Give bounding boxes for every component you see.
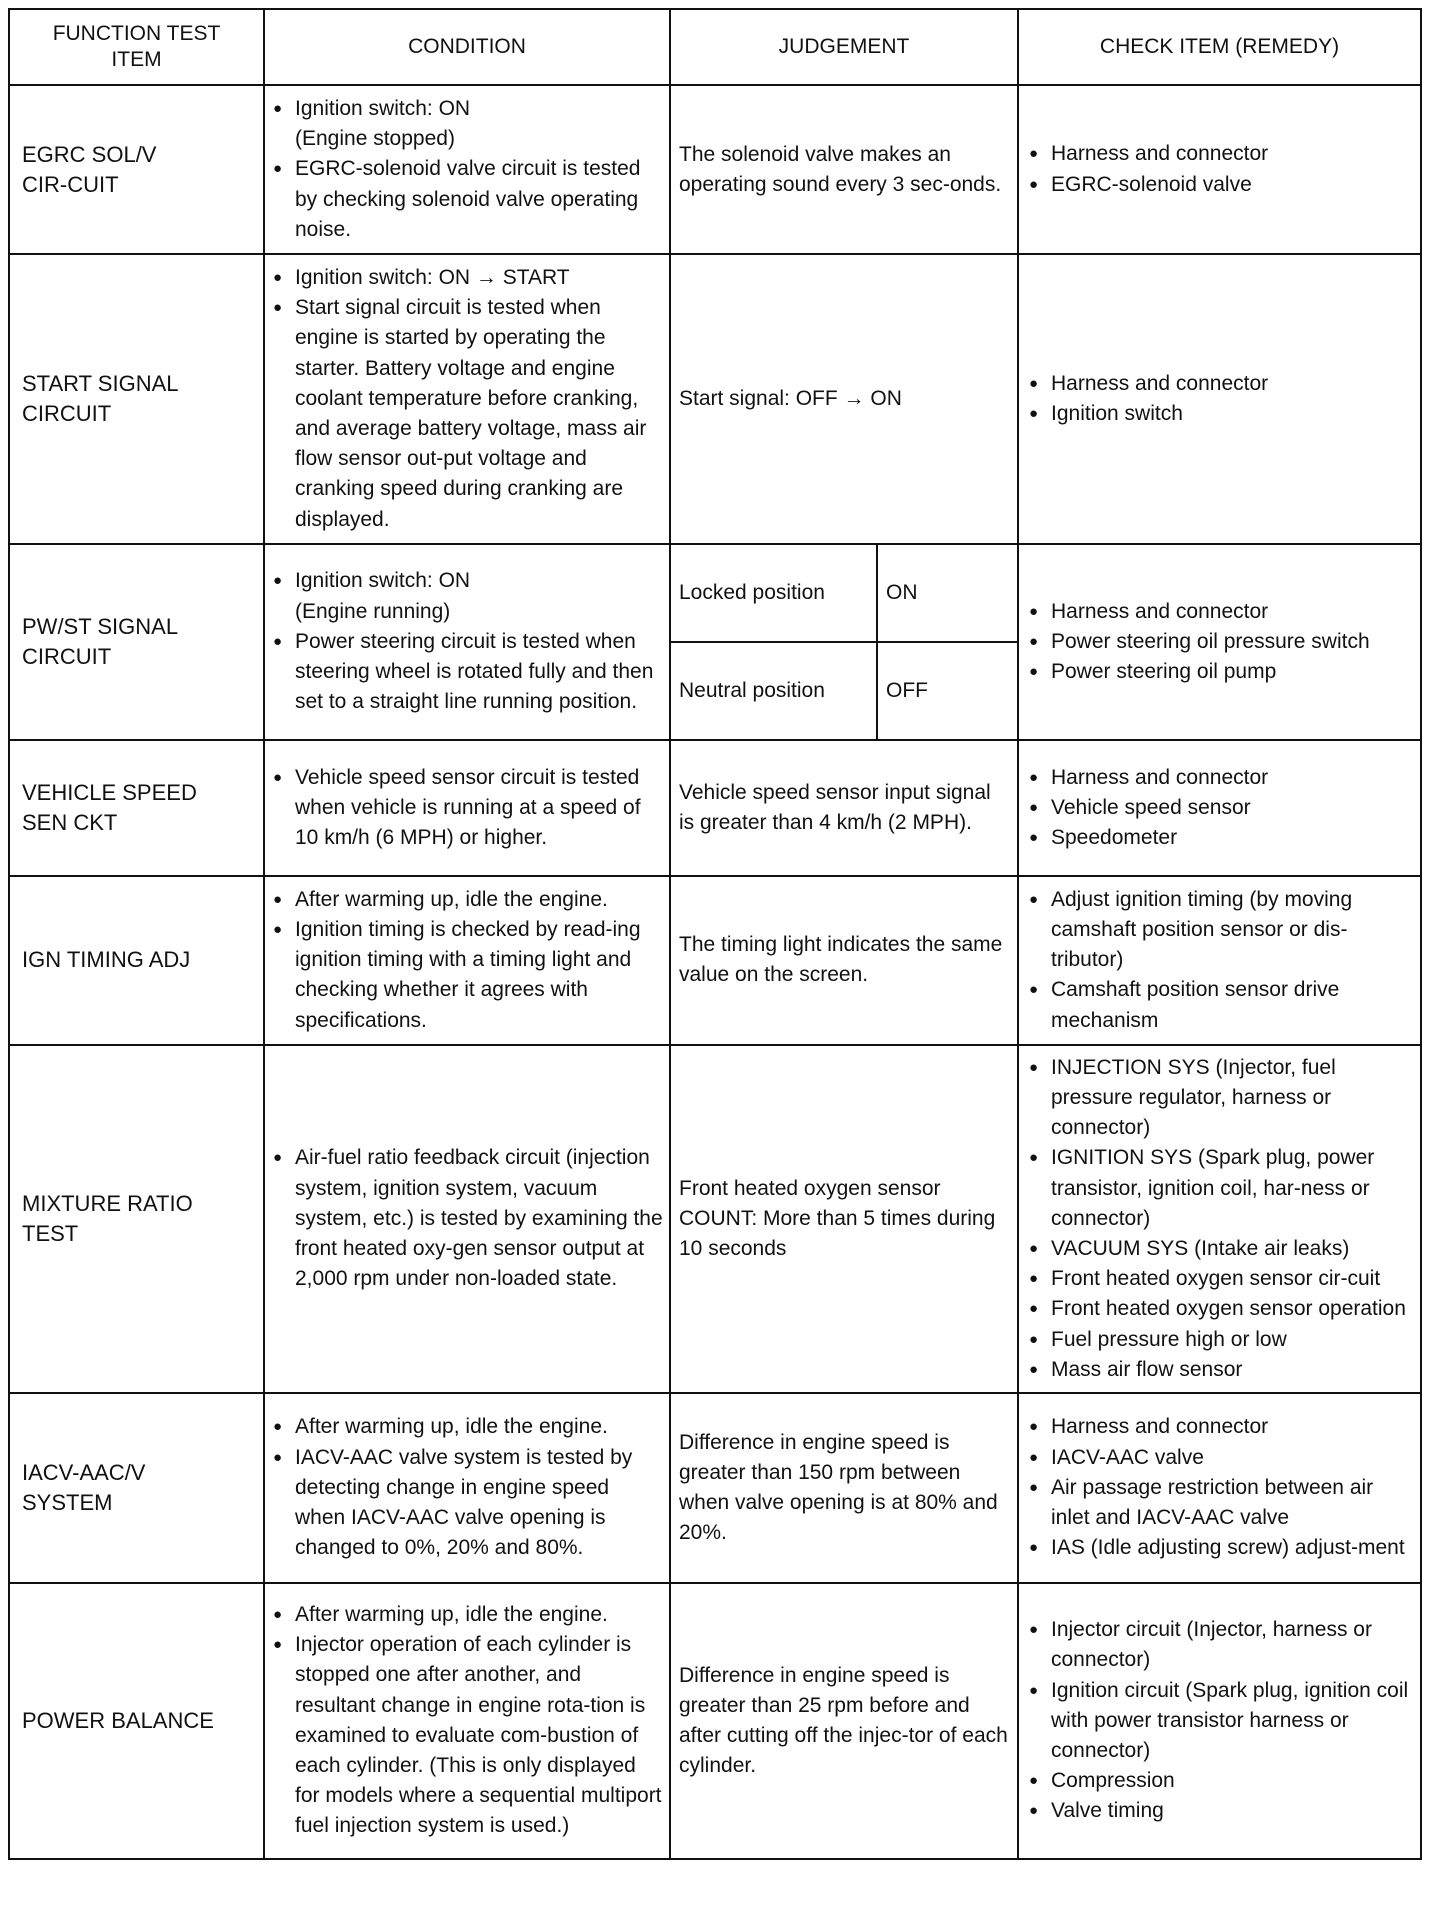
header-row [9, 9, 1421, 85]
judgement-cell: The solenoid valve makes an operating sound every 3 sec-onds. [670, 85, 1018, 254]
judgement-value: OFF [877, 642, 1017, 739]
header-check-item: CHECK ITEM (REMEDY) [1018, 9, 1421, 85]
condition-line: ● Power steering circuit is tested when steering wheel is rotated fully and then set to a straight line running position. [271, 627, 663, 718]
check-line: ● Power steering oil pressure switch [1027, 627, 1412, 657]
item-label: IGN TIMING ADJ [22, 947, 191, 973]
table-row [9, 740, 1421, 876]
check-line: ● Mass air flow sensor [1027, 1355, 1412, 1385]
item-cell [9, 1583, 264, 1859]
check-cell [1018, 1045, 1421, 1393]
check-cell [1018, 740, 1421, 876]
check-cell [1018, 1583, 1421, 1859]
condition-line: ● Ignition switch: ON [271, 566, 663, 596]
condition-cell [264, 85, 670, 254]
judgement-position: Locked position [671, 545, 877, 642]
judgement-cell: Difference in engine speed is greater than 25 rpm before and after cutting off the injec-tor of each cylinder. [670, 1583, 1018, 1859]
item-label: IACV-AAC/V SYSTEM [22, 1459, 146, 1515]
check-line: ● Air passage restriction between air inlet and IACV-AAC valve [1027, 1473, 1412, 1533]
condition-line: ● Start signal circuit is tested when engine is started by operating the starter. Battery voltage and engine coolant temperature before cranking, and average battery voltage, mass air flow sensor out-put voltage and cranking speed during cranking are displayed. [271, 293, 663, 535]
check-line: ● Adjust ignition timing (by moving camshaft position sensor or dis-tributor) [1027, 885, 1412, 976]
table-row [9, 544, 1421, 740]
check-cell [1018, 544, 1421, 740]
condition-cell [264, 1583, 670, 1859]
check-line: ● IAS (Idle adjusting screw) adjust-ment [1027, 1533, 1412, 1563]
condition-subline: (Engine stopped) [295, 127, 455, 151]
check-line: ● Valve timing [1027, 1796, 1412, 1826]
header-condition: CONDITION [264, 9, 670, 85]
check-line: ● Injector circuit (Injector, harness or connector) [1027, 1615, 1412, 1675]
judgement-cell: The timing light indicates the same value on the screen. [670, 876, 1018, 1045]
check-cell [1018, 85, 1421, 254]
condition-line: ● Air-fuel ratio feedback circuit (injection system, ignition system, vacuum system, etc.) is tested by examining the front heated oxy-gen sensor output at 2,000 rpm under non-loaded state. [271, 1143, 663, 1294]
item-label: POWER BALANCE [22, 1707, 214, 1733]
check-line: ● Vehicle speed sensor [1027, 793, 1412, 823]
item-cell [9, 876, 264, 1045]
condition-line: ● Ignition timing is checked by read-ing ignition timing with a timing light and checking whether it agrees with specifications. [271, 915, 663, 1036]
condition-subline: (Engine running) [295, 599, 451, 623]
judgement-value: ON [877, 545, 1017, 642]
check-line: ● Power steering oil pump [1027, 657, 1412, 687]
header-function-test-item: FUNCTION TEST ITEM [9, 9, 264, 85]
check-line: ● Harness and connector [1027, 139, 1412, 169]
item-label: MIXTURE RATIO TEST [22, 1190, 193, 1246]
item-cell [9, 85, 264, 254]
condition-cell [264, 1045, 670, 1393]
item-cell [9, 254, 264, 544]
condition-line: ● EGRC-solenoid valve circuit is tested by checking solenoid valve operating noise. [271, 154, 663, 245]
condition-line: ● Ignition switch: ON [271, 94, 663, 124]
check-line: ● Ignition circuit (Spark plug, ignition coil with power transistor harness or connector) [1027, 1676, 1412, 1767]
check-line: ● Harness and connector [1027, 597, 1412, 627]
judgement-position: Neutral position [679, 678, 825, 702]
judgement-split-row [671, 642, 1017, 739]
check-line: ● VACUUM SYS (Intake air leaks) [1027, 1234, 1412, 1264]
judgement-split-table [671, 545, 1017, 739]
check-line: ● Harness and connector [1027, 1412, 1412, 1442]
condition-line: ● After warming up, idle the engine. [271, 1600, 663, 1630]
condition-line: ● Injector operation of each cylinder is stopped one after another, and resultant change in engine rota-tion is examined to evaluate com-bustion of each cylinder. (This is only displayed for models where a sequential multiport fuel injection system is used.) [271, 1630, 663, 1841]
condition-cell [264, 544, 670, 740]
check-line: ● Harness and connector [1027, 763, 1412, 793]
check-line: ● INJECTION SYS (Injector, fuel pressure regulator, harness or connector) [1027, 1053, 1412, 1144]
check-line: ● IACV-AAC valve [1027, 1443, 1412, 1473]
function-test-table [8, 8, 1422, 1860]
check-line: ● Speedometer [1027, 823, 1412, 853]
check-line: ● Front heated oxygen sensor operation [1027, 1294, 1412, 1324]
item-label: EGRC SOL/V CIR-CUIT [22, 141, 157, 197]
check-line: ● EGRC-solenoid valve [1027, 170, 1412, 200]
judgement-cell: Front heated oxygen sensor COUNT: More than 5 times during 10 seconds [670, 1045, 1018, 1393]
check-line: ● Compression [1027, 1766, 1412, 1796]
check-cell [1018, 876, 1421, 1045]
header-judgement: JUDGEMENT [670, 9, 1018, 85]
condition-cell [264, 740, 670, 876]
check-line: ● IGNITION SYS (Spark plug, power transistor, ignition coil, har-ness or connector) [1027, 1143, 1412, 1234]
condition-line: ● IACV-AAC valve system is tested by detecting change in engine speed when IACV-AAC valve opening is changed to 0%, 20% and 80%. [271, 1443, 663, 1564]
condition-line: ● Vehicle speed sensor circuit is tested when vehicle is running at a speed of 10 km/h (6 MPH) or higher. [271, 763, 663, 854]
check-line: ● Harness and connector [1027, 369, 1412, 399]
table-row [9, 85, 1421, 254]
item-label: VEHICLE SPEED SEN CKT [22, 779, 197, 835]
table-row [9, 254, 1421, 544]
table-row [9, 876, 1421, 1045]
judgement-cell: Start signal: OFF → ON [670, 254, 1018, 544]
table-row [9, 1393, 1421, 1583]
check-cell [1018, 254, 1421, 544]
item-cell [9, 740, 264, 876]
table-row [9, 1045, 1421, 1393]
judgement-cell: Vehicle speed sensor input signal is greater than 4 km/h (2 MPH). [670, 740, 1018, 876]
condition-line: ● Ignition switch: ON → START [271, 263, 663, 293]
check-line: ● Camshaft position sensor drive mechanism [1027, 975, 1412, 1035]
check-cell [1018, 1393, 1421, 1583]
condition-line: ● After warming up, idle the engine. [271, 885, 663, 915]
condition-line: ● After warming up, idle the engine. [271, 1412, 663, 1442]
item-label: START SIGNAL CIRCUIT [22, 370, 178, 426]
judgement-split-row [671, 545, 1017, 642]
item-cell [9, 1045, 264, 1393]
table-row [9, 1583, 1421, 1859]
item-cell [9, 544, 264, 740]
check-line: ● Ignition switch [1027, 399, 1412, 429]
condition-cell [264, 254, 670, 544]
judgement-cell [670, 544, 1018, 740]
item-cell [9, 1393, 264, 1583]
judgement-cell: Difference in engine speed is greater than 150 rpm between when valve opening is at 80% and 20%. [670, 1393, 1018, 1583]
item-label: PW/ST SIGNAL CIRCUIT [22, 613, 178, 669]
condition-cell [264, 876, 670, 1045]
condition-cell [264, 1393, 670, 1583]
check-line: ● Fuel pressure high or low [1027, 1325, 1412, 1355]
check-line: ● Front heated oxygen sensor cir-cuit [1027, 1264, 1412, 1294]
